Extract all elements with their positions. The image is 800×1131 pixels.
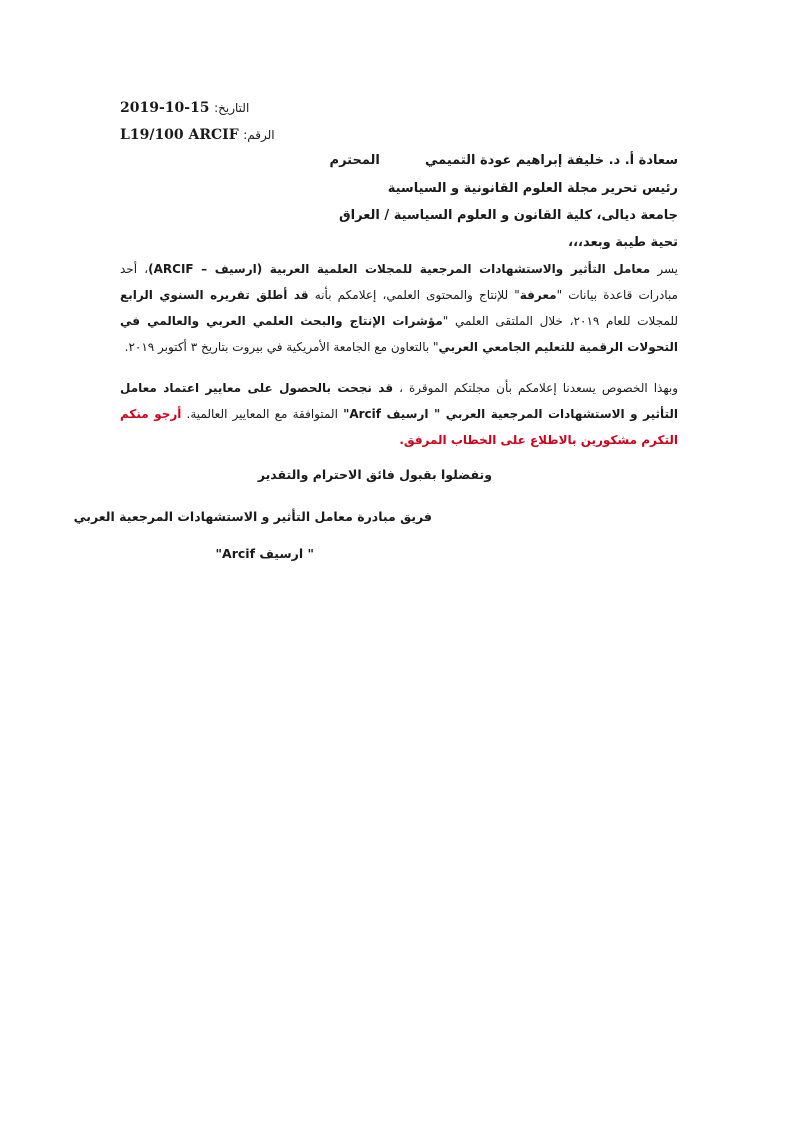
p1-forum-title: مؤشرات الإنتاج والبحث العلمي العربي والعالمي في التحولات الرقمية للتعليم الجامعي العربي [120,314,678,354]
p1-text-a: يسر [650,262,678,276]
greeting: تحية طيبة وبعد،،، [568,235,678,250]
recipient-name: سعادة أ. د. خليفة إبراهيم عودة التميمي [424,153,678,168]
p1-text-i: " بالتعاون مع الجامعة الأمريكية في بيروت بتاريخ ٣ أكتوبر ٢٠١٩. [124,340,439,354]
recipient-honorific: المحترم [329,153,380,168]
paragraph-2 [120,375,678,453]
signature-brand: " ارسيف Arcif" [215,546,314,561]
recipient-name-line [120,153,678,168]
p2-text-a: وبهذا الخصوص يسعدنا إعلامكم بأن مجلتكم الموقرة ، [393,381,678,395]
p2-text-c: المتوافقة مع المعايير العالمية. [181,407,344,421]
p1-text-g: للمجلات للعام ٢٠١٩، خلال الملتقى العلمي " [442,314,679,328]
reference-line [120,127,420,143]
date-value: 2019-10-15 [120,100,210,116]
p2-request: أرجو منكم التكرم مشكورين بالاطلاع على الخطاب المرفق. [120,407,678,447]
p1-report: قد أطلق تقريره السنوي الرابع [120,288,309,302]
p1-marefa: معرفة [519,288,557,302]
reference-value: L19/100 ARCIF [120,127,239,143]
p1-arcif-name: معامل التأثير والاستشهادات المرجعية للمجلات العلمية العربية (ارسيف – ARCIF) [148,262,651,276]
p2-success: قد نجحت بالحصول على معايير اعتماد معامل التأثير و الاستشهادات المرجعية العربي " ارسيف Arcif" [120,381,679,421]
p1-text-c: ، أحد مبادرات قاعدة بيانات " [120,262,678,302]
signature-team: فريق مبادرة معامل التأثير و الاستشهادات المرجعية العربي [73,509,432,524]
p1-text-e: " للإنتاج والمحتوى العلمي، إعلامكم بأنه [308,288,520,302]
reference-label: الرقم: [243,128,275,142]
date-line [120,100,420,116]
date-label: التاريخ: [214,101,250,115]
paragraph-1 [120,256,678,360]
recipient-institution: جامعة ديالى، كلية القانون و العلوم السياسية / العراق [339,208,678,223]
closing-regards: وتفضلوا بقبول فائق الاحترام والتقدير [257,467,492,482]
recipient-position: رئيس تحرير مجلة العلوم القانونية و السياسية [387,181,678,196]
